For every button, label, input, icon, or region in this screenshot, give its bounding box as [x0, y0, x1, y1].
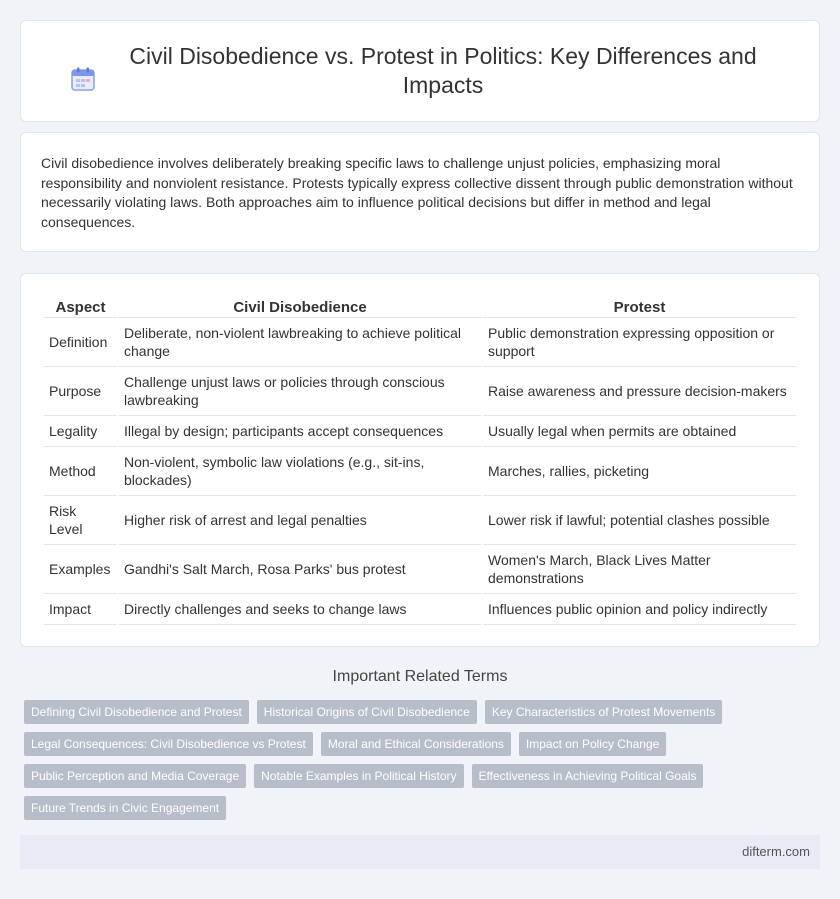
cell-civil: Directly challenges and seeks to change laws [119, 594, 481, 625]
cell-aspect: Legality [44, 416, 117, 447]
related-term-link[interactable]: Notable Examples in Political History [254, 764, 463, 788]
table-row [44, 447, 796, 496]
intro-text: Civil disobedience involves deliberately breaking specific laws to challenge unjust policies, emphasizing moral responsibility and nonviolent resistance. Protests typically express collective dissent through public demonstration without necessarily violating laws. Both approaches aim to influence political decisions but differ in method and legal consequences. [41, 155, 793, 230]
cell-protest: Lower risk if lawful; potential clashes possible [483, 496, 796, 545]
related-term-link[interactable]: Legal Consequences: Civil Disobedience vs Protest [24, 732, 313, 756]
calendar-icon [70, 66, 96, 92]
cell-aspect: Definition [44, 318, 117, 367]
table-row [44, 318, 796, 367]
related-term-link[interactable]: Moral and Ethical Considerations [321, 732, 511, 756]
cell-civil: Challenge unjust laws or policies through conscious lawbreaking [119, 367, 481, 416]
related-terms-list [24, 700, 824, 828]
header-card [20, 20, 820, 122]
related-term-link[interactable]: Historical Origins of Civil Disobedience [257, 700, 477, 724]
cell-protest: Marches, rallies, picketing [483, 447, 796, 496]
footer [20, 835, 820, 869]
cell-civil: Higher risk of arrest and legal penalties [119, 496, 481, 545]
cell-civil: Illegal by design; participants accept consequences [119, 416, 481, 447]
related-term-link[interactable]: Public Perception and Media Coverage [24, 764, 246, 788]
related-term-link[interactable]: Defining Civil Disobedience and Protest [24, 700, 249, 724]
cell-protest: Raise awareness and pressure decision-makers [483, 367, 796, 416]
cell-protest: Women's March, Black Lives Matter demonstrations [483, 545, 796, 594]
table-header-row [44, 294, 796, 318]
table-row [44, 416, 796, 447]
cell-civil: Non-violent, symbolic law violations (e.g., sit-ins, blockades) [119, 447, 481, 496]
related-term-link[interactable]: Future Trends in Civic Engagement [24, 796, 226, 820]
cell-aspect: Risk Level [44, 496, 117, 545]
cell-civil: Gandhi's Salt March, Rosa Parks' bus protest [119, 545, 481, 594]
table-row [44, 594, 796, 625]
cell-aspect: Purpose [44, 367, 117, 416]
cell-aspect: Method [44, 447, 117, 496]
cell-protest: Public demonstration expressing opposition or support [483, 318, 796, 367]
title-wrap [70, 42, 770, 100]
related-terms-title: Important Related Terms [332, 668, 508, 685]
header-aspect: Aspect [44, 294, 117, 318]
related-term-link[interactable]: Impact on Policy Change [519, 732, 666, 756]
cell-protest: Influences public opinion and policy indirectly [483, 594, 796, 625]
site-link[interactable]: difterm.com [742, 844, 810, 859]
related-term-link[interactable]: Effectiveness in Achieving Political Goals [472, 764, 704, 788]
header-protest: Protest [483, 294, 796, 318]
comparison-card [20, 273, 820, 647]
comparison-table [42, 294, 798, 625]
cell-aspect: Examples [44, 545, 117, 594]
intro-card [20, 132, 820, 252]
header-civil-disobedience: Civil Disobedience [119, 294, 481, 318]
table-row [44, 545, 796, 594]
table-row [44, 496, 796, 545]
page-title: Civil Disobedience vs. Protest in Politics: Key Differences and Impacts [129, 43, 757, 98]
cell-civil: Deliberate, non-violent lawbreaking to achieve political change [119, 318, 481, 367]
related-term-link[interactable]: Key Characteristics of Protest Movements [485, 700, 722, 724]
cell-aspect: Impact [44, 594, 117, 625]
cell-protest: Usually legal when permits are obtained [483, 416, 796, 447]
table-row [44, 367, 796, 416]
